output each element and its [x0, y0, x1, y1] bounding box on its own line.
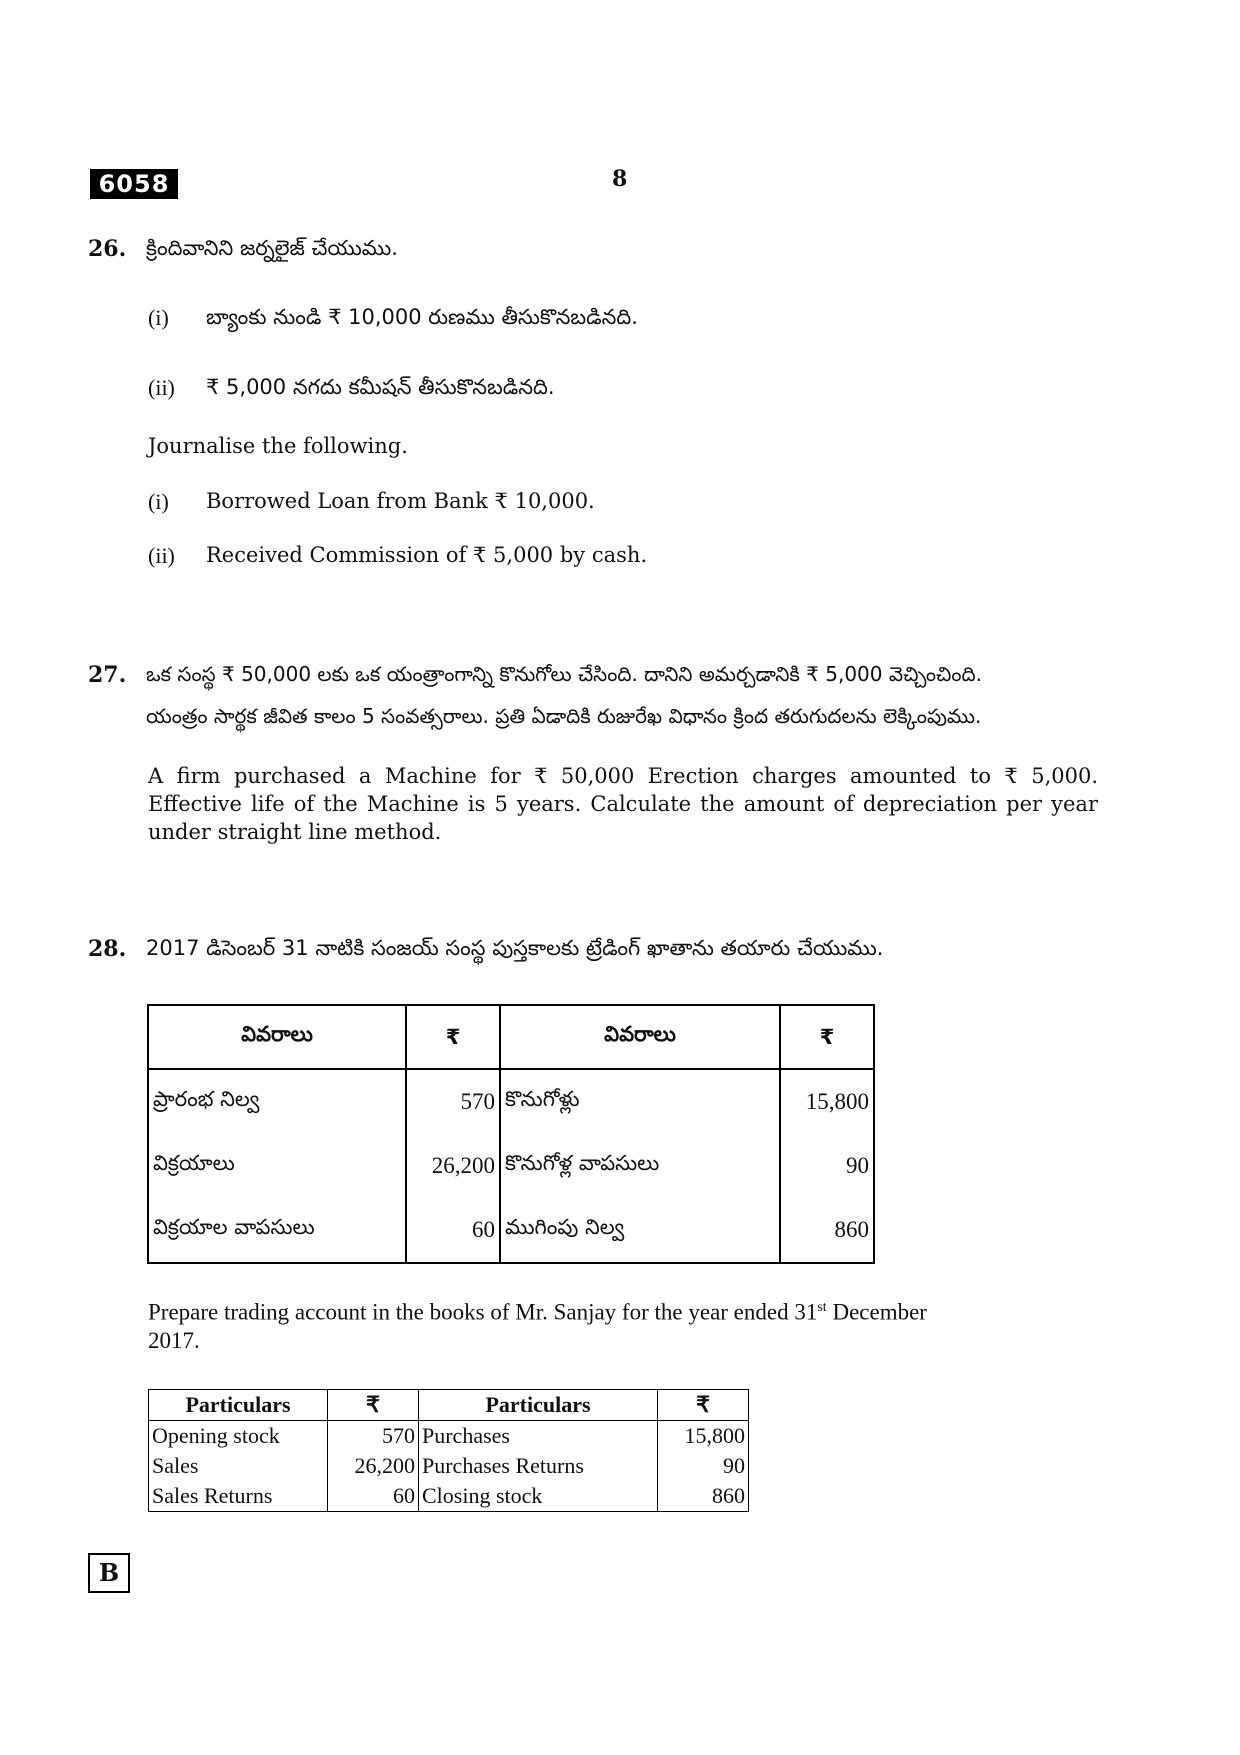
q28-telugu-instruction: 2017 డిసెంబర్ 31 నాటికి సంజయ్ సంస్థ పుస్తకాలకు ట్రేడింగ్ ఖాతాను తయారు చేయుము.	[146, 936, 884, 960]
table-cell: 15,800	[658, 1421, 749, 1452]
table-row	[149, 1451, 749, 1481]
q26-english-instruction: Journalise the following.	[148, 434, 408, 458]
table-cell: Sales Returns	[149, 1481, 328, 1512]
table-cell: విక్రయాల వాపసులు	[148, 1198, 406, 1263]
q27-english-text: A firm purchased a Machine for ₹ 50,000 Erection charges amounted to ₹ 5,000. Effective life of the Machine is 5 years. Calculate the amount of depreciation per year under straight line method.	[148, 764, 1098, 844]
table-header: ₹	[658, 1390, 749, 1421]
table-row	[149, 1421, 749, 1452]
table-cell: Purchases	[419, 1421, 658, 1452]
table-header: Particulars	[419, 1390, 658, 1421]
table-row	[148, 1134, 874, 1198]
table-cell: 60	[328, 1481, 419, 1512]
table-cell: ముగింపు నిల్వ	[500, 1198, 780, 1263]
table-cell: 570	[406, 1069, 500, 1134]
table-cell: 860	[658, 1481, 749, 1512]
q28-english-instruction-part-1: Prepare trading account in the books of Mr. Sanjay for the year ended 31	[148, 1299, 818, 1325]
english-trading-table	[148, 1389, 749, 1512]
table-header: వివరాలు	[500, 1005, 780, 1069]
q27-telugu-line-2: యంత్రం సార్థక జీవిత కాలం 5 సంవత్సరాలు. ప్రతి ఏడాదికి రుజురేఖ విధానం క్రింద తరుగుదలను లెక్కింపుము.	[146, 704, 982, 728]
table-cell: కొనుగోళ్ల వాపసులు	[500, 1134, 780, 1198]
table-row	[148, 1198, 874, 1263]
q26-english-item-2-label: (ii)	[148, 543, 175, 568]
q28-english-instruction	[148, 1294, 927, 1355]
table-cell: Closing stock	[419, 1481, 658, 1512]
table-cell: 26,200	[406, 1134, 500, 1198]
question-27-number: 27.	[88, 662, 127, 688]
table-cell: Purchases Returns	[419, 1451, 658, 1481]
table-cell: 60	[406, 1198, 500, 1263]
q28-english-instruction-sup: st	[817, 1300, 827, 1315]
table-header: ₹	[406, 1005, 500, 1069]
table-row	[149, 1481, 749, 1512]
q27-telugu-line-1: ఒక సంస్థ ₹ 50,000 లకు ఒక యంత్రాంగాన్ని కొనుగోలు చేసింది. దానిని అమర్చడానికి ₹ 5,000 వెచ్చించింది.	[146, 662, 982, 686]
table-cell: విక్రయాలు	[148, 1134, 406, 1198]
table-cell: కొనుగోళ్లు	[500, 1069, 780, 1134]
table-header-row	[148, 1005, 874, 1069]
q26-english-item-1-label: (i)	[148, 489, 169, 514]
table-cell: 90	[658, 1451, 749, 1481]
paper-code: 6058	[90, 169, 178, 199]
table-header: వివరాలు	[148, 1005, 406, 1069]
table-cell: ప్రారంభ నిల్వ	[148, 1069, 406, 1134]
table-cell: Sales	[149, 1451, 328, 1481]
question-28-number: 28.	[88, 936, 127, 962]
table-cell: 90	[780, 1134, 874, 1198]
table-header: ₹	[328, 1390, 419, 1421]
telugu-trading-table	[147, 1004, 875, 1264]
q26-telugu-item-1-label: (i)	[148, 305, 169, 330]
table-cell: Opening stock	[149, 1421, 328, 1452]
table-cell: 860	[780, 1198, 874, 1263]
table-cell: 570	[328, 1421, 419, 1452]
q26-english-item-2-text: Received Commission of ₹ 5,000 by cash.	[206, 543, 648, 567]
table-header: Particulars	[149, 1390, 328, 1421]
q26-telugu-item-1-text: బ్యాంకు నుండి ₹ 10,000 రుణము తీసుకొనబడినది.	[206, 305, 638, 329]
q26-telugu-item-2-label: (ii)	[148, 375, 175, 400]
table-row	[148, 1069, 874, 1134]
table-cell: 15,800	[780, 1069, 874, 1134]
table-header-row	[149, 1390, 749, 1421]
series-box: B	[88, 1553, 130, 1593]
table-header: ₹	[780, 1005, 874, 1069]
q28-english-instruction-part-2: December	[826, 1299, 927, 1325]
q28-english-instruction-line-2: 2017.	[148, 1327, 200, 1353]
question-26-number: 26.	[88, 236, 127, 262]
q26-telugu-instruction: క్రిందివానిని జర్నలైజ్ చేయుము.	[146, 236, 398, 260]
q26-telugu-item-2-text: ₹ 5,000 నగదు కమీషన్ తీసుకొనబడినది.	[206, 375, 555, 399]
page-number: 8	[612, 166, 628, 192]
q26-english-item-1-text: Borrowed Loan from Bank ₹ 10,000.	[206, 489, 595, 513]
table-cell: 26,200	[328, 1451, 419, 1481]
